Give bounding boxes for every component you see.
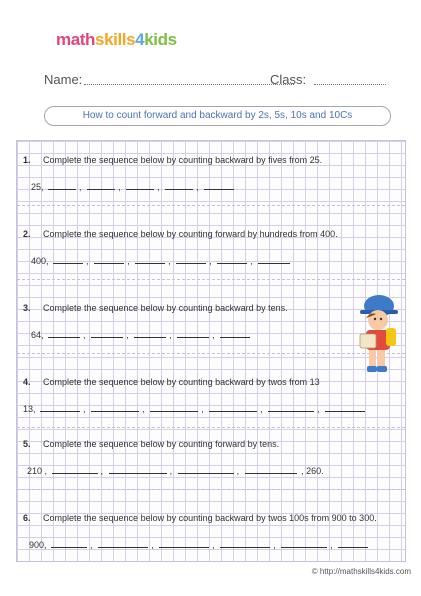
shoe-shape <box>367 366 377 372</box>
answer-blank[interactable] <box>159 539 209 548</box>
answer-blank[interactable] <box>220 539 270 548</box>
answer-blank[interactable] <box>51 539 87 548</box>
answer-blank[interactable] <box>94 255 124 264</box>
answer-blank[interactable] <box>268 403 314 412</box>
sequence-start: 13, <box>23 404 36 414</box>
divider <box>17 279 405 280</box>
logo <box>56 30 177 50</box>
sequence-start: 25, <box>31 182 44 192</box>
answer-line: 210 , , , , , 260. <box>27 466 324 476</box>
answer-blank[interactable] <box>87 181 115 190</box>
answer-blank[interactable] <box>52 465 98 474</box>
answer-blank[interactable] <box>40 403 80 412</box>
footer-url: © http://mathskills4kids.com <box>311 567 411 576</box>
class-label: Class: <box>270 72 307 87</box>
logo-part-math: math <box>56 30 96 49</box>
answer-blank[interactable] <box>217 255 247 264</box>
answer-blank[interactable] <box>150 403 198 412</box>
question-number: 4. <box>23 377 31 387</box>
question-number: 6. <box>23 513 31 523</box>
question-text: Complete the sequence below by counting backward by tens. <box>43 303 288 313</box>
answer-blank[interactable] <box>245 465 297 474</box>
answer-blank[interactable] <box>48 329 80 338</box>
answer-blank[interactable] <box>91 403 139 412</box>
face-shape <box>368 310 388 330</box>
question-text: Complete the sequence below by counting backward by fives from 25. <box>43 155 323 165</box>
question-number: 1. <box>23 155 31 165</box>
worksheet-title: How to count forward and backward by 2s, 5s, 10s and 10Cs <box>44 106 391 126</box>
divider <box>17 427 405 428</box>
leg-shape <box>378 350 385 366</box>
answer-line: 900, , , , , , <box>29 539 370 550</box>
answer-blank[interactable] <box>176 255 206 264</box>
name-field[interactable] <box>84 84 294 85</box>
answer-blank[interactable] <box>204 181 234 190</box>
sequence-start: 210 , <box>27 466 48 476</box>
question-text: Complete the sequence below by counting backward by twos from 13 <box>43 377 320 387</box>
sequence-start: 64, <box>31 330 44 340</box>
question-text: Complete the sequence below by counting forward by hundreds from 400. <box>43 229 338 239</box>
answer-line: 13, , , , , , <box>23 403 367 414</box>
kid-illustration <box>352 290 402 380</box>
shoe-shape <box>377 366 387 372</box>
answer-blank[interactable] <box>134 329 166 338</box>
answer-blank[interactable] <box>177 329 209 338</box>
question-text: Complete the sequence below by counting forward by tens. <box>43 439 280 449</box>
backpack-shape <box>386 328 396 346</box>
question-text: Complete the sequence below by counting backward by twos 100s from 900 to 300. <box>43 513 377 523</box>
answer-blank[interactable] <box>126 181 154 190</box>
answer-blank[interactable] <box>109 465 167 474</box>
sequence-start: 400, <box>31 256 49 266</box>
answer-blank[interactable] <box>98 539 148 548</box>
answer-blank[interactable] <box>325 403 365 412</box>
sequence-end: , 260. <box>301 466 324 476</box>
eye-shape <box>374 318 376 320</box>
divider <box>17 489 405 490</box>
answer-blank[interactable] <box>258 255 290 264</box>
class-field[interactable] <box>314 84 386 85</box>
question-number: 5. <box>23 439 31 449</box>
answer-blank[interactable] <box>178 465 234 474</box>
answer-blank[interactable] <box>135 255 165 264</box>
divider <box>17 205 405 206</box>
answer-blank[interactable] <box>281 539 327 548</box>
leg-shape <box>369 350 376 366</box>
answer-blank[interactable] <box>53 255 83 264</box>
eye-shape <box>380 318 382 320</box>
logo-part-skills: skills <box>95 30 136 49</box>
name-class-row <box>44 72 394 90</box>
answer-line: 64, , , , , <box>31 329 252 340</box>
answer-line: 400, , , , , , <box>31 255 292 266</box>
scroll-shape <box>360 334 376 348</box>
divider <box>17 353 405 354</box>
question-grid <box>16 140 406 562</box>
answer-blank[interactable] <box>338 539 368 548</box>
answer-line: 25, , , , , <box>31 181 236 192</box>
answer-blank[interactable] <box>209 403 257 412</box>
answer-blank[interactable] <box>165 181 193 190</box>
logo-part-kids: kids <box>144 30 177 49</box>
name-label: Name: <box>44 72 83 87</box>
question-number: 2. <box>23 229 31 239</box>
answer-blank[interactable] <box>220 329 250 338</box>
answer-blank[interactable] <box>48 181 76 190</box>
answer-blank[interactable] <box>91 329 123 338</box>
question-number: 3. <box>23 303 31 313</box>
logo-part-4: 4 <box>135 30 145 49</box>
sequence-start: 900, <box>29 540 47 550</box>
